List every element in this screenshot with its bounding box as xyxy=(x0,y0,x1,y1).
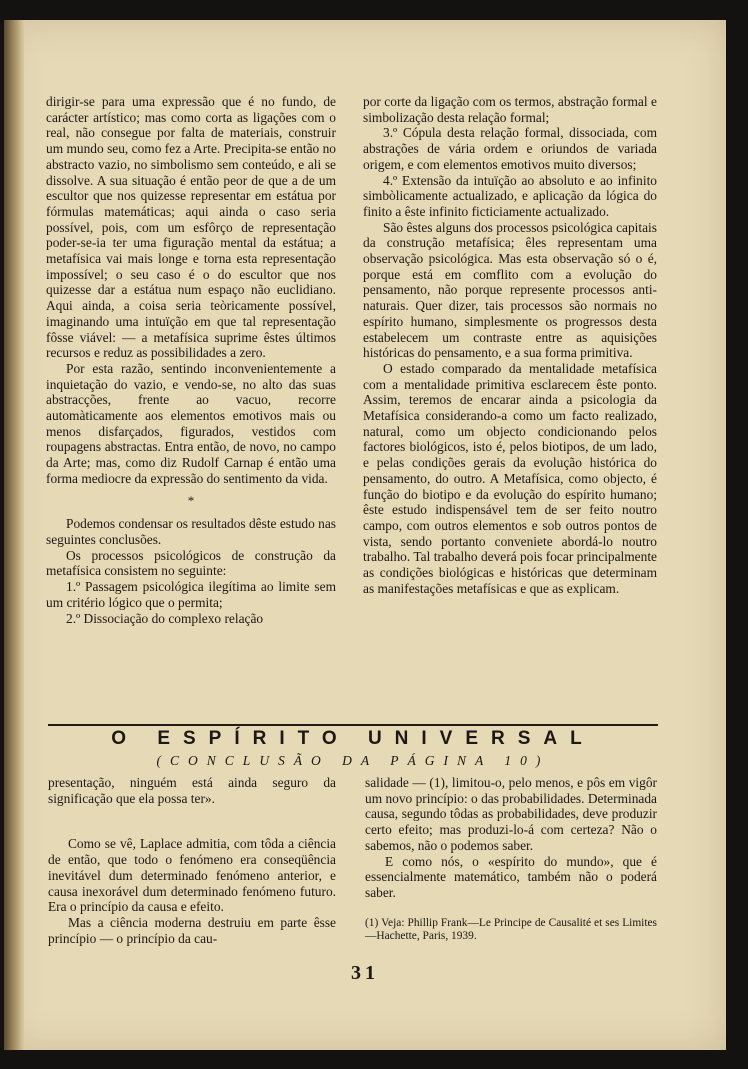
section-subtitle: (CONCLUSÃO DA PÁGINA 10) xyxy=(156,753,550,768)
list-item-continued: por corte da ligação com os termos, abstração formal e simbolização desta relação formal; xyxy=(363,94,657,125)
left-column-bottom xyxy=(48,775,336,946)
page xyxy=(4,20,726,1050)
paragraph: dirigir-se para uma expressão que é no fundo, de carácter artístico; mas como corta as ligações com o real, não consegue por falta de materiais, construir um mundo seu, como fez a Arte. Precipita-se então no abstracto vazio, no simbolismo sem conteúdo, e ali se dissolve. A sua situação é então peor de que a de um escultor que nos quizesse representar em estátua por fórmulas matemáticas; aqui ainda o caso seria possível, pois, com um esfôrço de representação poder-se-ia ter uma figuração mental da estátua; a metafísica vai mais longe e torna esta representação impossível; o seu caso é o do escultor que nos quizesse dar a estátua num espaço não euclidiano. Aqui ainda, a coisa seria teòricamente possível, imaginando uma intuïção em que tal representação fôsse viável: — a metafísica suprime êstes últimos recursos e reduz as possibilidades a zero. xyxy=(46,94,336,361)
list-item: 3.º Cópula desta relação formal, dissociada, com abstrações de vária ordem e oriundos de variada origem, e com elementos emotivos muito diversos; xyxy=(363,125,657,172)
paragraph: Os processos psicológicos de construção da metafísica consistem no seguinte: xyxy=(46,547,336,579)
list-item: 2.º Dissociação do complexo relação xyxy=(66,610,264,626)
paragraph: Mas a ciência moderna destruiu em parte êsse princípio — o princípio da cau- xyxy=(48,914,336,946)
paragraph: salidade — (1), limitou-o, pelo menos, e pôs em vigôr um novo princípio: o das probabilidades. Determinada causa, segundo tôdas as probabilidades, deve produzir certo efeito; mas produzi-lo-á com certeza? Não o sabemos, não o podemos saber. xyxy=(365,775,657,853)
book-spine-shadow xyxy=(4,20,24,1050)
paragraph: Podemos condensar os resultados dêste estudo nas seguintes conclusões. xyxy=(46,516,336,547)
left-column-top xyxy=(46,94,336,626)
footnote: (1) Veja: Phillip Frank—Le Principe de Causalité et ses Limites—Hachette, Paris, 1939. xyxy=(365,916,657,943)
section-title: O ESPÍRITO UNIVERSAL xyxy=(111,728,595,749)
paragraph: Como se vê, Laplace admitia, com tôda a ciência de então, que todo o fenómeno era conseqüência inevitável dum determinado fenómeno anterior, e causa inexorável dum determinado fenómeno futuro. Era o princípio da causa e efeito. xyxy=(48,836,336,915)
section-divider-rule xyxy=(48,724,658,726)
page-number: 31 xyxy=(351,962,379,984)
section-break-asterisk: * xyxy=(187,492,195,508)
list-item: 1.º Passagem psicológica ilegítima ao limite sem um critério lógico que o permita; xyxy=(46,579,336,610)
list-item: 4.º Extensão da intuïção ao absoluto e ao infinito simbòlicamente actualizado, e aplicação da lógica do finito a êste infinito ficticiamente actualizado. xyxy=(363,172,657,219)
paragraph: O estado comparado da mentalidade metafísica com a mentalidade primitiva esclarecem êste ponto. Assim, teremos de encarar ainda a psicologia da Metafísica considerando-a como um facto realizado, natural, como um objecto condicionando pelos factores biológicos, isto é, pelos biotipos, de um lado, e pelas condições gerais da evolução histórica do pensamento, do outro. A Metafísica, como objecto, é função do biotipo e da evolução do espírito humano; êste estudo indispensável tem de ser feito noutro campo, com outros elementos e sob outros pontos de vista, sendo portanto conveniete abordá-lo noutro trabalho. Tal trabalho deverá pois focar principalmente as condições biológicas e históricas que determinam as manifestações metafísicas e que as explicam. xyxy=(363,360,657,596)
right-column-top xyxy=(363,94,657,597)
paragraph: presentação, ninguém está ainda seguro da significação que ela possa ter». xyxy=(48,775,336,806)
paragraph: E como nós, o «espírito do mundo», que é essencialmente matemático, também não o poderá saber. xyxy=(365,853,657,900)
paragraph: Por esta razão, sentindo inconvenientemente a inquietação do vazio, e vendo-se, no alto das suas abstracções, frente ao vacuo, recorre automàticamente aos elementos emotivos mais ou menos disfarçados, figurados, vestidos com roupagens abstractas. Entra então, de novo, no campo da Arte; mas, como diz Rudolf Carnap é então uma forma mediocre da expressão do sentimento da vida. xyxy=(46,360,336,486)
right-column-bottom xyxy=(365,775,657,944)
paragraph: São êstes alguns dos processos psicológica capitais da construção metafísica; êles representam uma observação psicológica. Mas esta observação só o é, porque está em comflito com a evolução do pensamento, não porque represente processos anti-naturais. Quer dizer, tais processos são normais no espírito humano, simplesmente os progressos desta estabelecem um contraste entre as aquisições históricas do pensamento, e a sua forma primitiva. xyxy=(363,219,657,361)
